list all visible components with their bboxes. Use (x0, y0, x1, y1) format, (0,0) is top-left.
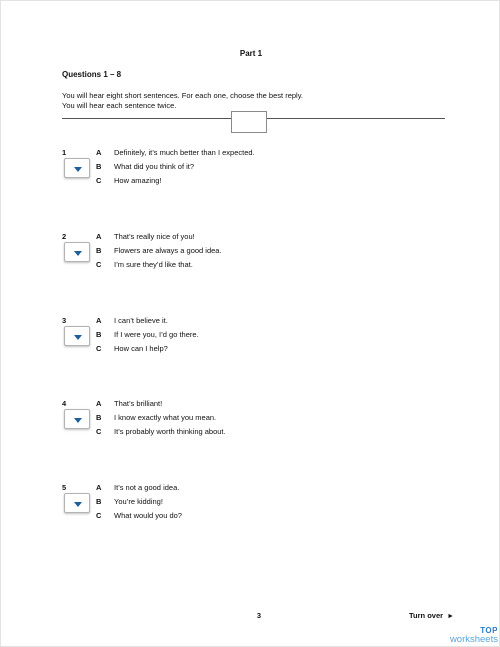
option-text: If I were you, I’d go there. (114, 330, 199, 339)
option-letter: A (96, 232, 102, 241)
option-a (96, 483, 179, 495)
page-number: 3 (256, 611, 262, 620)
question-number: 1 (62, 148, 67, 157)
option-text: Definitely, it’s much better than I expected. (114, 148, 255, 157)
question-number: 3 (62, 316, 67, 325)
instructions (62, 91, 303, 110)
turn-over-label (409, 611, 454, 620)
option-b (96, 246, 222, 258)
answer-dropdown-2[interactable] (64, 242, 90, 262)
option-letter: C (96, 260, 102, 269)
instructions-line-2: You will hear each sentence twice. (62, 100, 177, 110)
option-letter: B (96, 246, 102, 255)
question-2 (62, 232, 362, 302)
option-letter: B (96, 162, 102, 171)
example-answer-box (231, 111, 267, 133)
question-4 (62, 399, 362, 469)
caret-down-icon (74, 251, 82, 256)
option-text: It’s not a good idea. (114, 483, 180, 492)
option-a (96, 148, 255, 160)
topworksheets-logo (438, 626, 498, 644)
option-text: I can’t believe it. (114, 316, 168, 325)
part-title: Part 1 (239, 49, 263, 58)
question-number: 2 (62, 232, 67, 241)
option-a (96, 316, 168, 328)
option-letter: A (96, 148, 102, 157)
option-letter: A (96, 399, 102, 408)
option-a (96, 399, 162, 411)
play-arrow-icon: ► (447, 613, 455, 620)
instructions-line-1: You will hear eight short sentences. For each one, choose the best reply. (62, 91, 303, 100)
answer-dropdown-4[interactable] (64, 409, 90, 429)
logo-bottom-text: worksheets (449, 634, 498, 645)
option-letter: A (96, 483, 102, 492)
option-letter: C (96, 344, 102, 353)
caret-down-icon (74, 335, 82, 340)
option-text: It’s probably worth thinking about. (114, 427, 226, 436)
option-c (96, 344, 168, 356)
option-text: That’s really nice of you! (114, 232, 195, 241)
option-c (96, 427, 226, 439)
question-1 (62, 148, 362, 218)
caret-down-icon (74, 502, 82, 507)
option-text: You’re kidding! (114, 497, 163, 506)
option-c (96, 176, 162, 188)
option-text: That’s brilliant! (114, 399, 163, 408)
option-b (96, 413, 216, 425)
answer-dropdown-5[interactable] (64, 493, 90, 513)
question-3 (62, 316, 362, 386)
option-c (96, 511, 182, 523)
question-5 (62, 483, 362, 553)
answer-dropdown-1[interactable] (64, 158, 90, 178)
answer-dropdown-3[interactable] (64, 326, 90, 346)
option-letter: C (96, 511, 102, 520)
option-text: I’m sure they’d like that. (114, 260, 193, 269)
option-letter: C (96, 427, 102, 436)
caret-down-icon (74, 167, 82, 172)
option-a (96, 232, 195, 244)
option-letter: B (96, 497, 102, 506)
question-number: 5 (62, 483, 67, 492)
option-text: What would you do? (114, 511, 182, 520)
questions-range-heading: Questions 1 – 8 (62, 70, 122, 79)
question-number: 4 (62, 399, 67, 408)
option-text: How amazing! (114, 176, 162, 185)
caret-down-icon (74, 418, 82, 423)
option-letter: C (96, 176, 102, 185)
option-text: What did you think of it? (114, 162, 195, 171)
option-letter: B (96, 413, 102, 422)
logo-top-text: TOP (480, 626, 498, 635)
option-text: How can I help? (114, 344, 168, 353)
option-b (96, 497, 163, 509)
option-letter: B (96, 330, 102, 339)
option-text: I know exactly what you mean. (114, 413, 217, 422)
option-text: Flowers are always a good idea. (114, 246, 222, 255)
turn-over-text: Turn over (409, 611, 444, 620)
option-letter: A (96, 316, 102, 325)
option-b (96, 330, 199, 342)
option-c (96, 260, 193, 272)
option-b (96, 162, 194, 174)
